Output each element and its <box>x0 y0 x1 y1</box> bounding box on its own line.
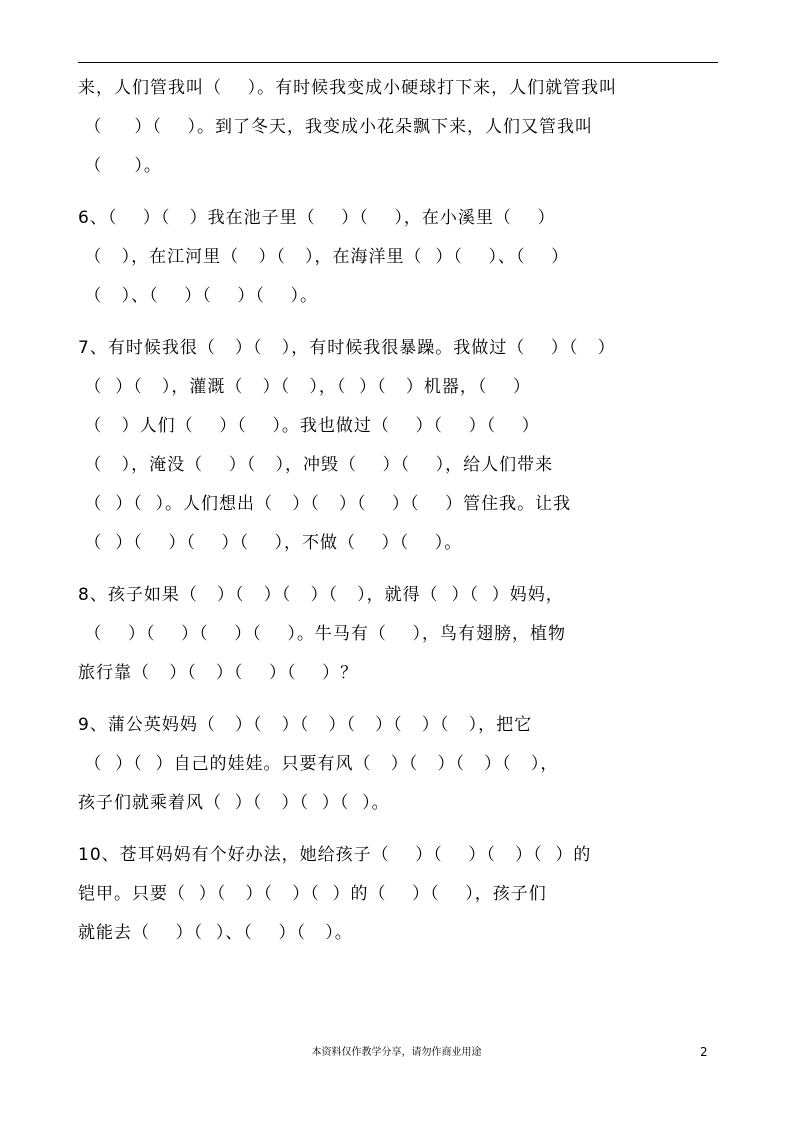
text-line: 就能去（ ）（ ）、（ ）（ ）。 <box>78 923 353 943</box>
footer-notice: 本资料仅作教学分享，请勿作商业用途 <box>311 1047 482 1058</box>
text-line: 来，人们管我叫（ ）。有时候我变成小硬球打下来，人们就管我叫 <box>78 78 618 98</box>
text-line: （ ），在江河里（ ）（ ），在海洋里（ ）（ ）、（ ） <box>78 247 570 267</box>
question-9 <box>78 706 728 823</box>
text-line: （ ），淹没（ ）（ ），冲毁（ ）（ ），给人们带来 <box>78 455 554 475</box>
question-10 <box>78 836 728 953</box>
text-line: （ ）。 <box>78 156 162 176</box>
text-line: 孩子们就乘着风（ ）（ ）（ ）（ ）。 <box>78 793 390 813</box>
text-line: 6、（ ）（ ）我在池子里（ ）（ ），在小溪里（ ） <box>78 208 556 228</box>
question-8 <box>78 576 728 693</box>
text-line: 8、孩子如果（ ）（ ）（ ）（ ），就得（ ）（ ）妈妈， <box>78 585 564 605</box>
text-line: （ ）人们（ ）（ ）。我也做过（ ）（ ）（ ） <box>78 416 540 436</box>
text-line: （ ）（ ）。到了冬天，我变成小花朵飘下来，人们又管我叫 <box>78 117 594 137</box>
text-line: 7、有时候我很（ ）（ ），有时候我很暴躁。我做过（ ）（ ） <box>78 338 616 358</box>
text-line: （ ）（ ），灌溉（ ）（ ），（ ）（ ）机器，（ ） <box>78 377 531 397</box>
header-rule <box>78 62 718 63</box>
question-6 <box>78 199 728 316</box>
text-line: （ ）（ ）（ ）（ ），不做（ ）（ ）。 <box>78 533 463 553</box>
question-7 <box>78 329 728 563</box>
text-line: 9、蒲公英妈妈（ ）（ ）（ ）（ ）（ ）（ ），把它 <box>78 715 533 735</box>
text-line: （ ）（ ）（ ）（ ）。牛马有（ ），鸟有翅膀，植物 <box>78 624 566 644</box>
text-line: 10、苍耳妈妈有个好办法，她给孩子（ ）（ ）（ ）（ ）的 <box>78 845 592 865</box>
text-line: 铠甲。只要（ ）（ ）（ ）（ ）的（ ）（ ），孩子们 <box>78 884 547 904</box>
text-line: 旅行靠（ ）（ ）（ ）（ ）？ <box>78 663 359 683</box>
text-line: （ ）（ ）。人们想出（ ）（ ）（ ）（ ）管住我。让我 <box>78 494 572 514</box>
page-number: 2 <box>700 1045 708 1059</box>
text-line: （ ）（ ）自己的娃娃。只要有风（ ）（ ）（ ）（ ）， <box>78 754 559 774</box>
paragraph-5-continued <box>78 69 728 186</box>
text-line: （ ）、（ ）（ ）（ ）。 <box>78 286 318 306</box>
worksheet-body <box>78 69 728 966</box>
